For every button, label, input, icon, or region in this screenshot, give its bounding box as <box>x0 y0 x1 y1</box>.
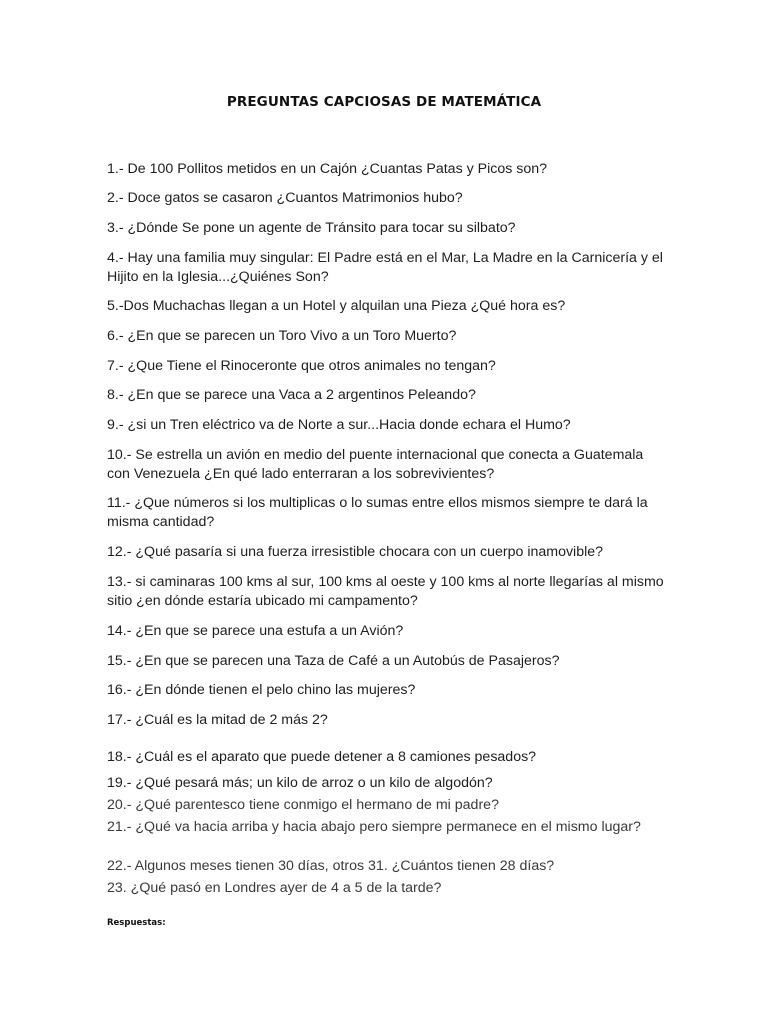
question-2: 2.- Doce gatos se casaron ¿Cuantos Matrimonios hubo? <box>107 190 463 206</box>
question-8: 8.- ¿En que se parece una Vaca a 2 argentinos Peleando? <box>107 387 476 403</box>
answers-label: Respuestas: <box>107 918 166 928</box>
question-16: 16.- ¿En dónde tienen el pelo chino las mujeres? <box>107 682 416 698</box>
question-10: 10.- Se estrella un avión en medio del puente internacional que conecta a Guatemala con Venezuela ¿En qué lado enterraran a los sobrevivientes? <box>107 447 644 482</box>
question-12: 12.- ¿Qué pasaría si una fuerza irresistible chocara con un cuerpo inamovible? <box>107 544 604 560</box>
question-23: 23. ¿Qué pasó en Londres ayer de 4 a 5 de la tarde? <box>107 880 442 896</box>
question-14: 14.- ¿En que se parece una estufa a un Avión? <box>107 623 404 639</box>
question-11: 11.- ¿Que números si los multiplicas o lo sumas entre ellos mismos siempre te dará la misma cantidad? <box>107 495 648 530</box>
question-9: 9.- ¿si un Tren eléctrico va de Norte a sur...Hacia donde echara el Humo? <box>107 417 571 433</box>
question-13: 13.- si caminaras 100 kms al sur, 100 kms al oeste y 100 kms al norte llegarías al mismo sitio ¿en dónde estaría ubicado mi campamento? <box>107 574 664 609</box>
question-21: 21.- ¿Qué va hacia arriba y hacia abajo pero siempre permanece en el mismo lugar? <box>107 819 641 835</box>
question-4: 4.- Hay una familia muy singular: El Padre está en el Mar, La Madre en la Carnicería y el Hijito en la Iglesia...¿Quiénes Son? <box>107 250 663 285</box>
question-1: 1.- De 100 Pollitos metidos en un Cajón ¿Cuantas Patas y Picos son? <box>107 161 548 177</box>
question-18: 18.- ¿Cuál es el aparato que puede detener a 8 camiones pesados? <box>107 749 537 765</box>
question-22: 22.- Algunos meses tienen 30 días, otros 31. ¿Cuántos tienen 28 días? <box>107 858 555 874</box>
question-3: 3.- ¿Dónde Se pone un agente de Tránsito para tocar su silbato? <box>107 220 516 236</box>
question-15: 15.- ¿En que se parecen una Taza de Café a un Autobús de Pasajeros? <box>107 653 560 669</box>
question-19: 19.- ¿Qué pesará más; un kilo de arroz o un kilo de algodón? <box>107 775 493 791</box>
question-17: 17.- ¿Cuál es la mitad de 2 más 2? <box>107 712 328 728</box>
question-5: 5.-Dos Muchachas llegan a un Hotel y alquilan una Pieza ¿Qué hora es? <box>107 298 566 314</box>
question-20: 20.- ¿Qué parentesco tiene conmigo el hermano de mi padre? <box>107 797 499 813</box>
document-title: PREGUNTAS CAPCIOSAS DE MATEMÁTICA <box>226 94 542 110</box>
question-7: 7.- ¿Que Tiene el Rinoceronte que otros animales no tengan? <box>107 358 496 374</box>
question-6: 6.- ¿En que se parecen un Toro Vivo a un Toro Muerto? <box>107 328 457 344</box>
